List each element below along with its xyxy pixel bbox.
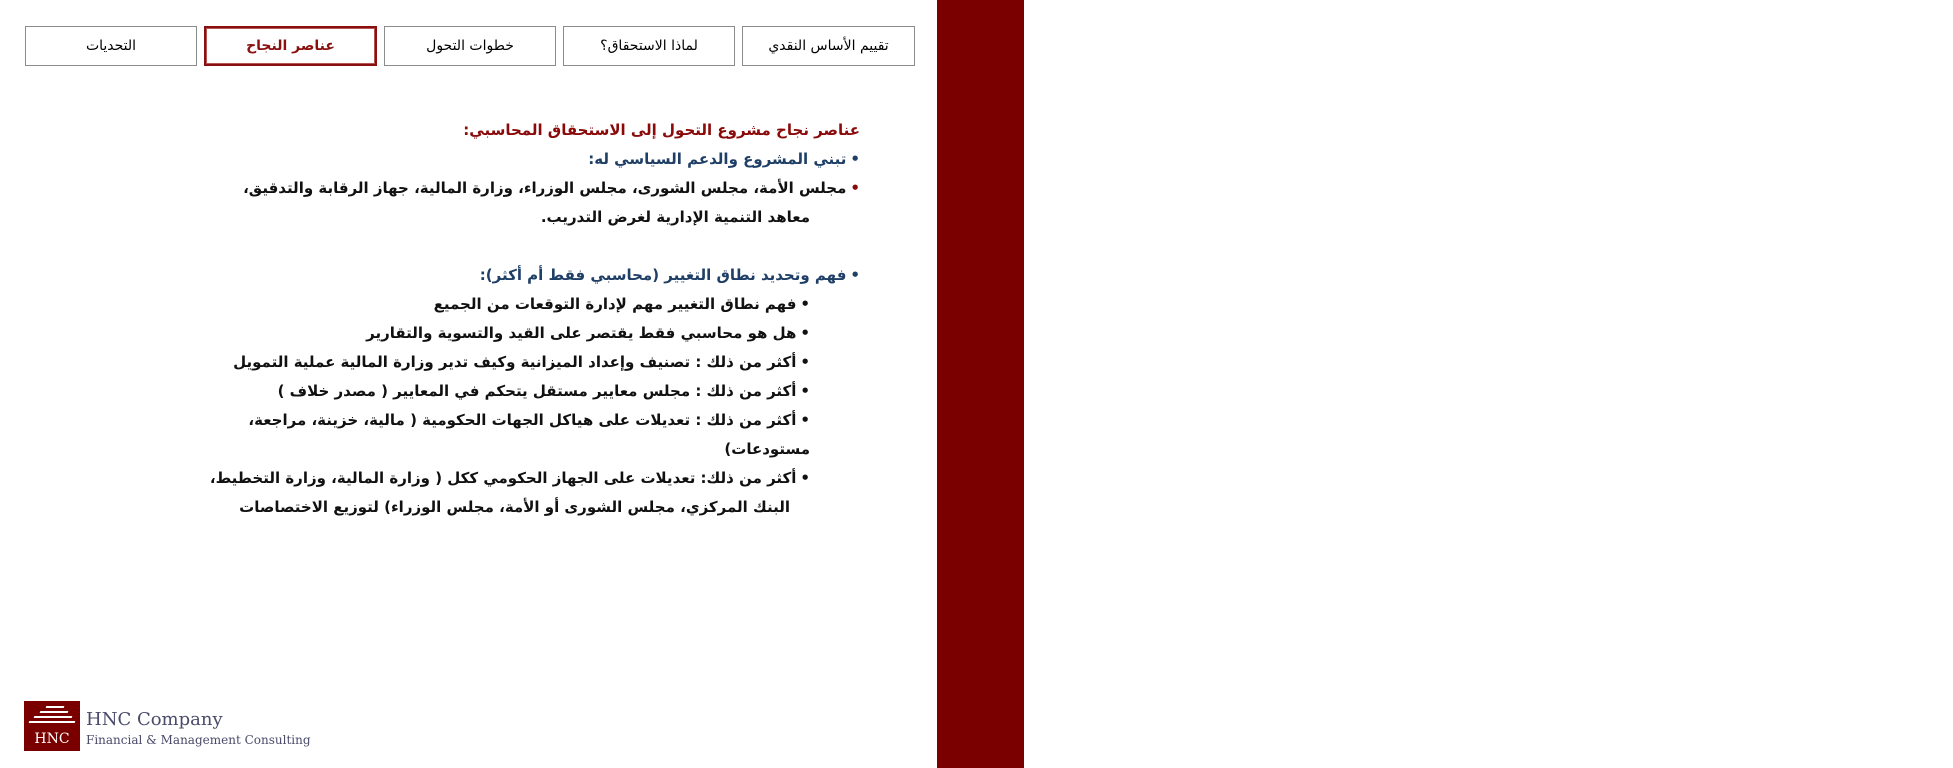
list-item-continued: البنك المركزي، مجلس الشورى أو الأمة، مجلس الوزراء) لتوزيع الاختصاصات <box>239 498 790 516</box>
brand-sidebar <box>937 0 1946 768</box>
tab-label: التحديات <box>85 38 137 54</box>
tab-challenges[interactable] <box>25 26 197 66</box>
section1-title: •تبني المشروع والدعم السياسي له: <box>588 150 860 168</box>
company-tagline: Financial & Management Consulting <box>86 733 311 747</box>
tab-label: لماذا الاستحقاق؟ <box>600 38 698 54</box>
tab-label: خطوات التحول <box>426 38 514 54</box>
tab-success-factors[interactable] <box>204 26 377 66</box>
tab-cash-basis-evaluation[interactable] <box>742 26 915 66</box>
list-item-continued: مستودعات) <box>724 440 810 458</box>
list-item: •أكثر من ذلك : تصنيف وإعداد الميزانية وكيف تدير وزارة المالية عملية التمويل <box>233 353 810 371</box>
company-name: HNC Company <box>86 709 223 730</box>
list-item: •أكثر من ذلك : تعديلات على هياكل الجهات الحكومية ( مالية، خزينة، مراجعة، <box>248 411 810 429</box>
footer-logo-text: HNC <box>34 731 70 747</box>
list-item: •هل هو محاسبي فقط يقتصر على القيد والتسوية والتقارير <box>366 324 810 342</box>
logo-text: HNC <box>1894 43 1946 67</box>
tab-transition-steps[interactable] <box>384 26 556 66</box>
list-item: •أكثر من ذلك : مجلس معايير مستقل يتحكم في المعايير ( مصدر خلاف ) <box>277 382 810 400</box>
slide-heading: عناصر نجاح مشروع التحول إلى الاستحقاق المحاسبي: <box>463 121 860 139</box>
tab-label: عناصر النجاح <box>246 38 335 54</box>
section1-item: •مجلس الأمة، مجلس الشورى، مجلس الوزراء، وزارة المالية، جهاز الرقابة والتدقيق، <box>243 179 860 197</box>
section2-title: •فهم وتحديد نطاق التغيير (محاسبي فقط أم أكثر): <box>479 266 860 284</box>
slide-content <box>80 116 860 522</box>
footer-branding <box>24 697 324 757</box>
list-item: •أكثر من ذلك: تعديلات على الجهاز الحكومي ككل ( وزارة المالية، وزارة التخطيط، <box>209 469 810 487</box>
list-item: •فهم نطاق التغيير مهم لإدارة التوقعات من الجميع <box>433 295 810 313</box>
tab-label: تقييم الأساس النقدي <box>768 38 889 54</box>
section1-item-continued: معاهد التنمية الإدارية لغرض التدريب. <box>540 208 810 226</box>
footer-logo <box>24 701 80 751</box>
section-tabs <box>0 0 937 80</box>
tab-why-accrual[interactable] <box>563 26 735 66</box>
hnc-logo <box>1887 10 1953 72</box>
